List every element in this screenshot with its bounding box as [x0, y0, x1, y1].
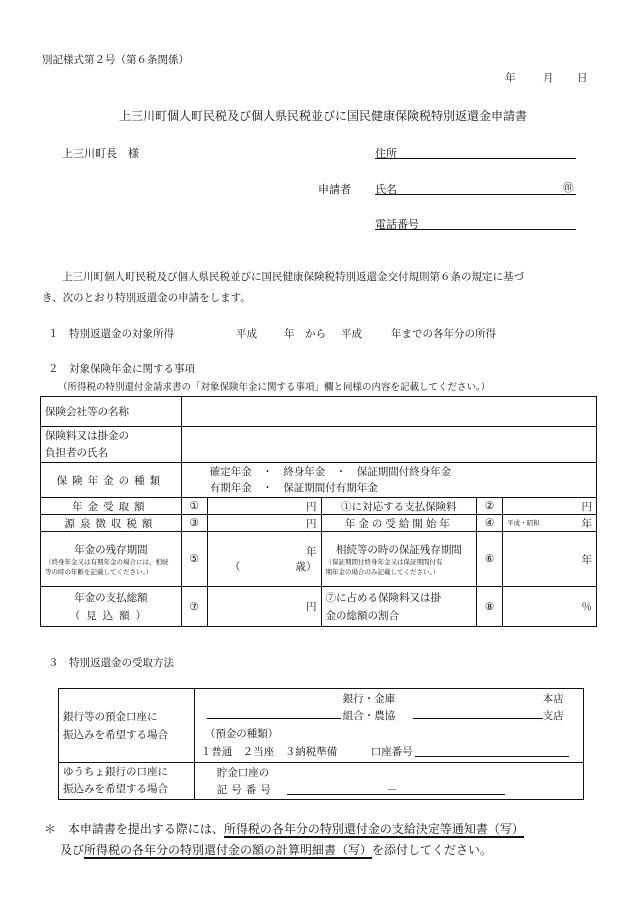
phone-label: 電話番号: [375, 218, 419, 231]
date-year-label: 年: [505, 72, 516, 84]
addressee: 上三川町長 様: [62, 147, 139, 160]
section1-label: １ 特別返還金の対象所得: [48, 328, 174, 340]
guarantee-period-field[interactable]: 年: [503, 532, 597, 587]
address-field[interactable]: [375, 158, 576, 159]
footer-line-1: [44, 820, 524, 837]
num-8: ⑧: [477, 587, 503, 627]
remaining-period-field[interactable]: 年 （ 歳）: [207, 532, 321, 587]
date-month-label: 月: [543, 72, 554, 84]
num-2: ②: [477, 498, 503, 515]
withholding-label: 源泉徴収税額: [41, 515, 182, 532]
section1-heisei-1: 平成: [236, 328, 257, 340]
num-3: ③: [181, 515, 207, 532]
receipt-amount-label: 年金受取額: [41, 498, 182, 515]
transfer-table: [58, 688, 584, 800]
guarantee-period-label: 相続等の時の保証残存期間 （保証期間付終身年金又は保証期間付有 期年金の場合のみ記載してください。）: [321, 532, 477, 587]
yucho-transfer-label: ゆうちょ銀行の口座に 振込みを希望する場合: [59, 763, 195, 800]
name-label: 氏名: [375, 183, 397, 196]
payer-field[interactable]: [181, 427, 596, 463]
section1-tail: 年までの各年分の所得: [391, 328, 496, 340]
section2-note: （所得税の特別還付金請求書の「対象保険年金に関する事項」欄と同様の内容を記載してください。）: [58, 382, 491, 393]
total-payment-field[interactable]: 円: [207, 587, 321, 627]
phone-field[interactable]: [375, 229, 576, 230]
remaining-period-label: 年金の残存期間 （終身年金又は有期年金の場合には、相続 等の時の年齢を記載してください。）: [41, 532, 182, 587]
seal-mark: ㊞: [563, 182, 574, 194]
num-7: ⑦: [181, 587, 207, 627]
intro-line-2: き、次のとおり特別返還金の申請をします。: [42, 292, 251, 304]
num-5: ⑤: [181, 532, 207, 587]
insurer-field[interactable]: [181, 397, 596, 427]
intro-line-1: 上三川町個人町民税及び個人県民税並びに国民健康保険税特別返還金交付規則第６条の規定に基づ: [62, 271, 524, 283]
footer-doc-2: 所得税の各年分の特別還付金の額の計算明細書（写）: [84, 843, 373, 857]
num-4: ④: [477, 515, 503, 532]
premium-label: ①に対応する支払保険料: [321, 498, 477, 515]
footer-text-2: 及び: [60, 843, 85, 857]
document-title: 上三川町個人町民税及び個人県民税並びに国民健康保険税特別返還金申請書: [118, 109, 527, 123]
receipt-amount-field[interactable]: 円: [207, 498, 321, 515]
form-number: 別記様式第２号（第６条関係）: [42, 54, 189, 66]
footer-star: ＊: [44, 822, 57, 836]
total-payment-label: 年金の支払総額 （見込額）: [41, 587, 182, 627]
name-field[interactable]: [375, 194, 576, 195]
applicant-label: 申請者: [318, 183, 351, 196]
premium-field[interactable]: 円: [503, 498, 597, 515]
start-year-label: 年金の受給開始年: [321, 515, 477, 532]
pension-table: [40, 396, 597, 627]
pension-type-options[interactable]: 確定年金 ・ 終身年金 ・ 保証期間付終身年金 有期年金 ・ 保証期間付有期年金: [181, 463, 596, 498]
premium-ratio-label: ⑦に占める保険料又は掛 金の総額の割合: [321, 587, 477, 627]
withholding-field[interactable]: 円: [207, 515, 321, 532]
section1-year-1: 年: [284, 328, 295, 340]
yucho-transfer-field[interactable]: 貯金口座の 記号番号 －: [194, 763, 583, 800]
footer-text-1: 本申請書を提出する際には、: [67, 822, 224, 836]
num-6: ⑥: [477, 532, 503, 587]
section1-from: から: [305, 328, 326, 340]
payer-label: 保険料又は掛金の 負担者の氏名: [41, 427, 182, 463]
pension-type-label: 保険年金の種類: [41, 463, 182, 498]
bank-transfer-label: 銀行等の預金口座に 振込みを希望する場合: [59, 689, 195, 763]
date-day-label: 日: [577, 72, 588, 84]
section3-label: ３ 特別返還金の受取方法: [48, 657, 174, 669]
section1-heisei-2: 平成: [341, 328, 362, 340]
footer-line-2: [60, 841, 492, 858]
insurer-label: 保険会社等の名称: [41, 397, 182, 427]
premium-ratio-field[interactable]: ％: [503, 587, 597, 627]
address-label: 住所: [375, 147, 397, 160]
footer-doc-1: 所得税の各年分の特別還付金の支給決定等通知書（写）: [223, 822, 524, 836]
num-1: ①: [181, 498, 207, 515]
start-year-field[interactable]: 平成・昭和 年: [503, 515, 597, 532]
section2-label: ２ 対象保険年金に関する事項: [48, 363, 195, 375]
bank-transfer-field[interactable]: 銀行・金庫 本店 組合・農協 支店 （預金の種類） １普通 ２当座 ３納税準備 口座番号: [194, 689, 583, 763]
footer-text-3: を添付してください。: [372, 843, 493, 857]
